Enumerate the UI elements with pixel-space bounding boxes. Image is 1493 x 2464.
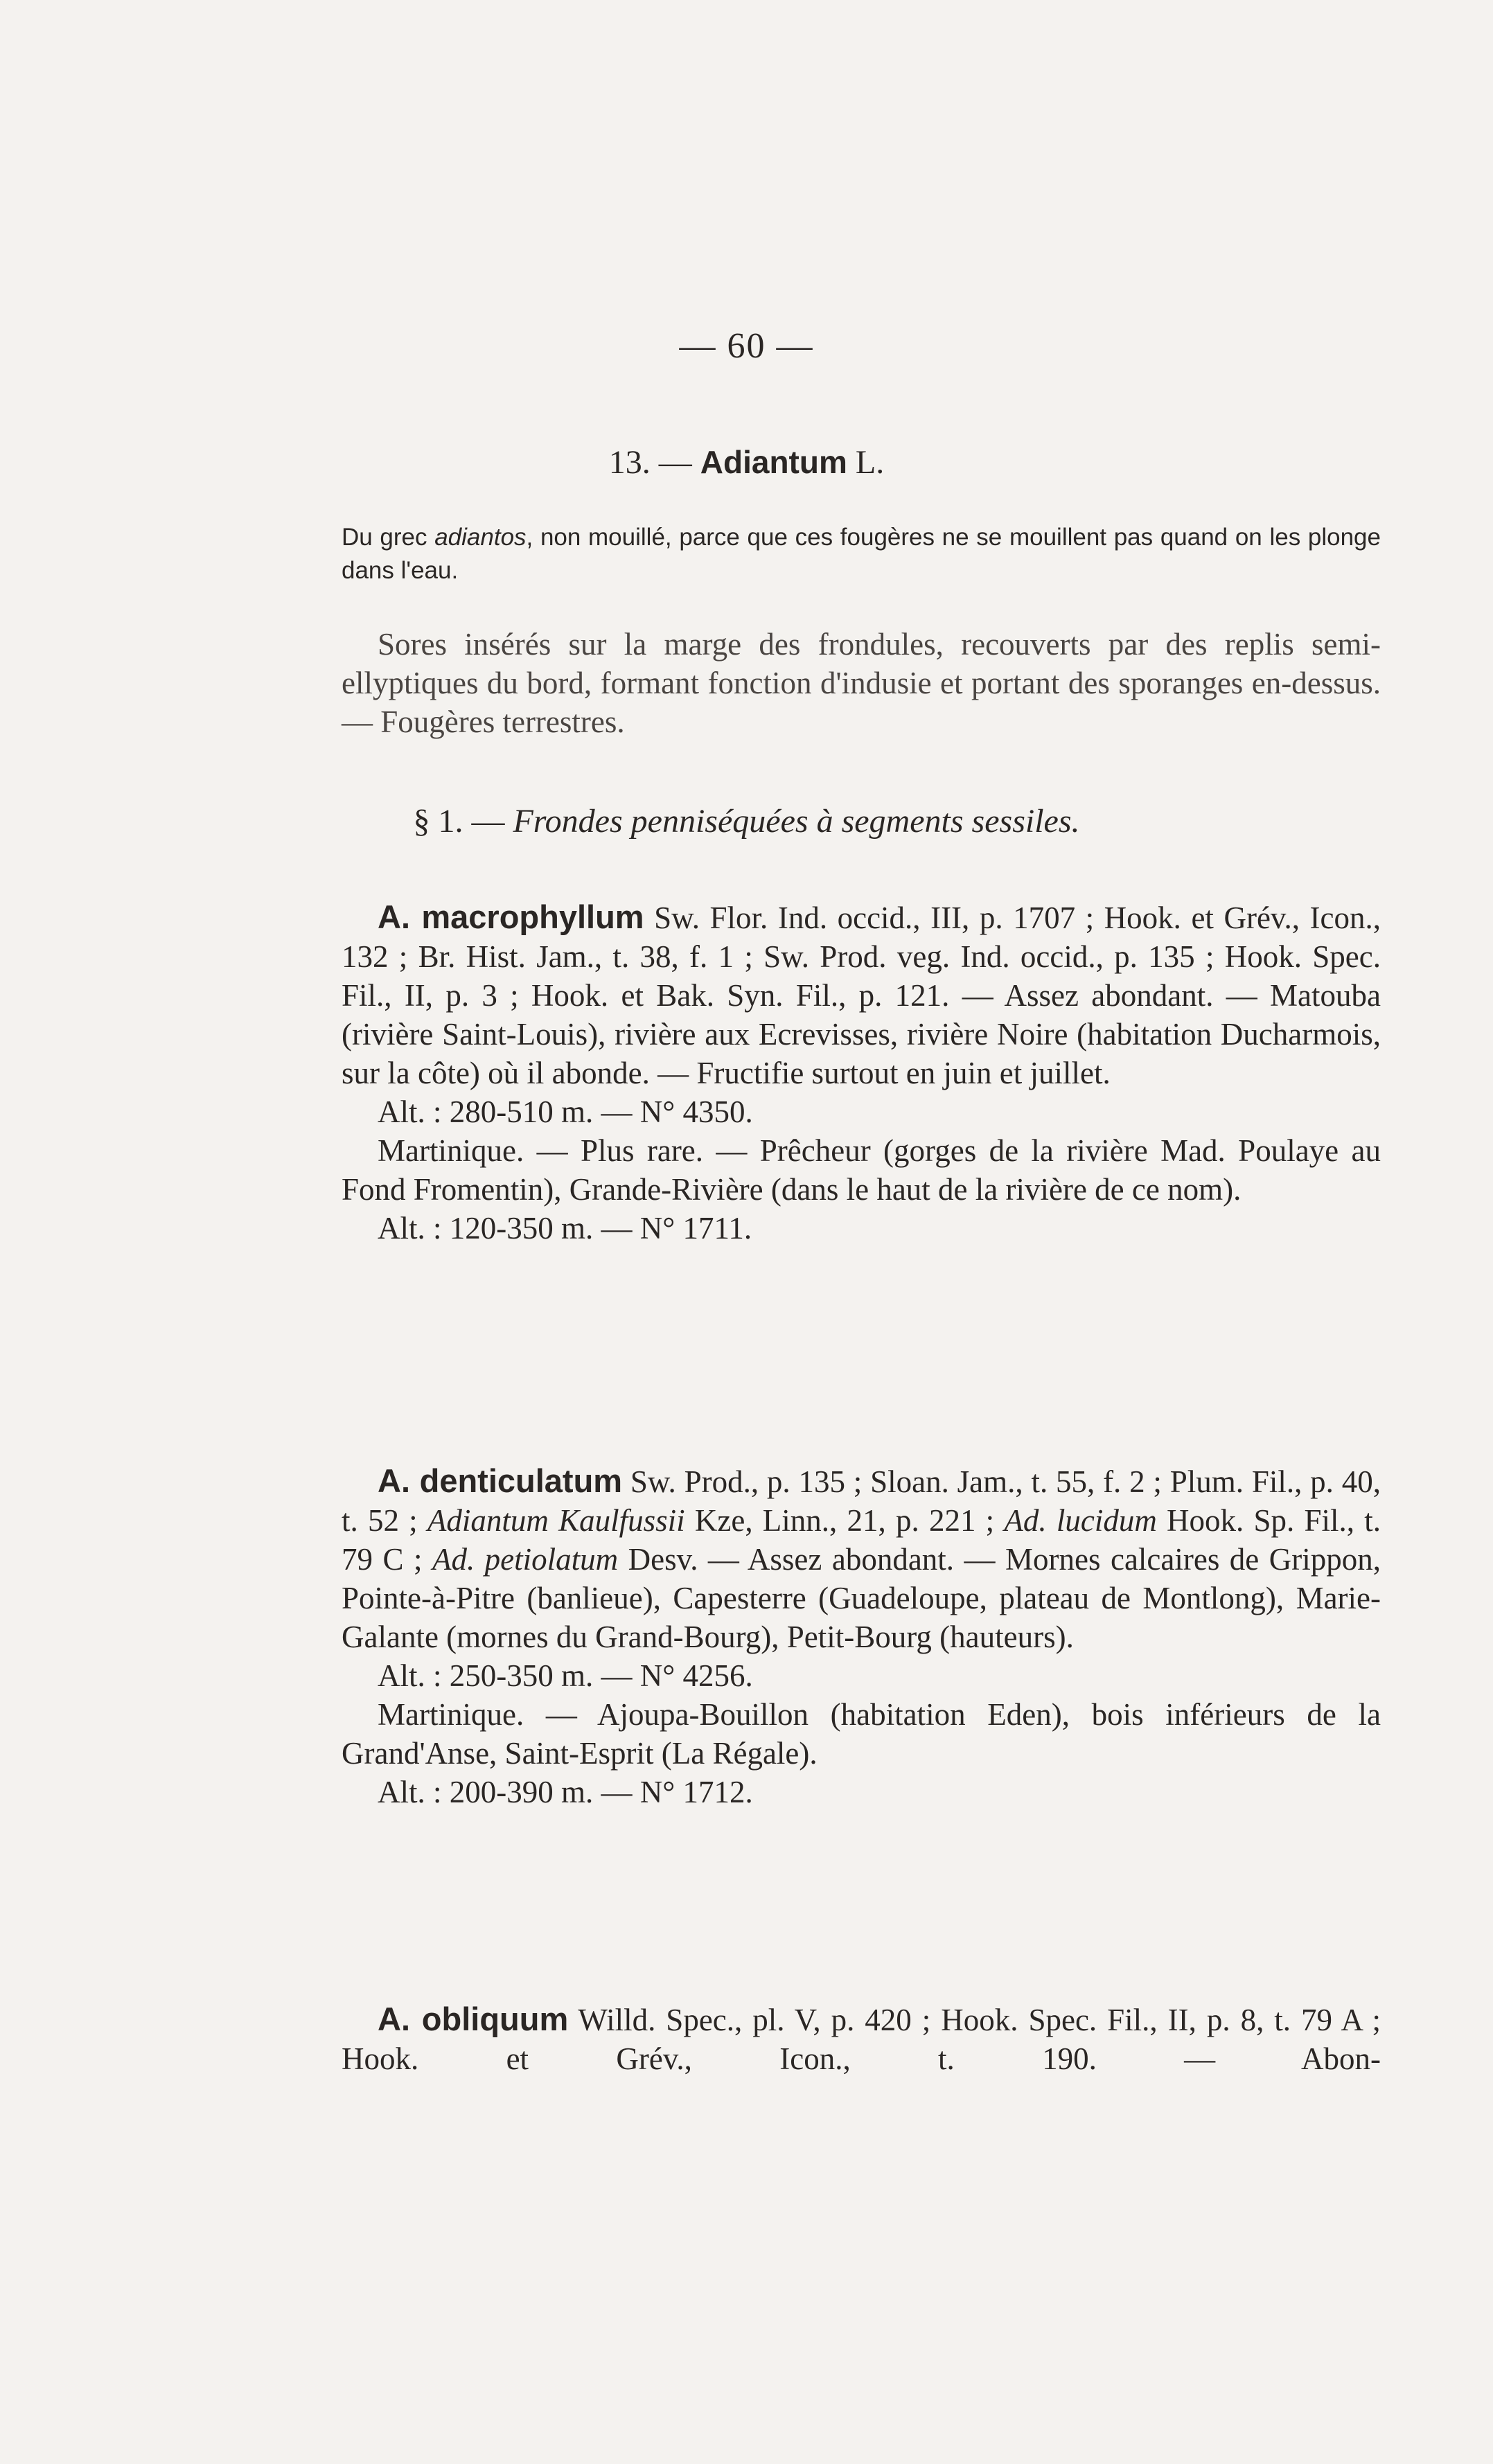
species-text: Desv. — Assez abondant. — Mornes calcaires de Grippon, Pointe-à-Pitre (banlieue), Capesterre (Guadeloupe, plateau de Montlong), Marie-Galante (mornes du Grand-Bourg), Petit-Bourg (hauteurs).	[342, 1542, 1381, 1654]
etymology-post: , non mouillé, parce que ces fougères ne se mouillent pas quand on les plonge dans l'eau.	[342, 524, 1381, 584]
species-paragraph	[342, 1462, 1381, 1656]
genus-heading	[0, 443, 1493, 481]
species-entry-denticulatum	[342, 1462, 1381, 1811]
genus-number: 13. —	[608, 444, 700, 481]
synonym-name: Ad. petiolatum	[432, 1542, 619, 1577]
species-text: Willd. Spec., pl. V, p. 420 ; Hook. Spec. Fil., II, p. 8, t. 79 A ; Hook. et Grév., Icon., t. 190. — Abon-	[342, 2003, 1381, 2076]
etymology-pre: Du grec	[342, 524, 435, 551]
section-title: Frondes penniséquées à segments sessiles.	[513, 803, 1080, 840]
species-name: A. denticulatum	[378, 1462, 623, 1499]
page-number: — 60 —	[679, 326, 814, 366]
species-name: A. macrophyllum	[378, 898, 644, 935]
altitude-line: Alt. : 120-350 m. — N° 1711.	[378, 1211, 752, 1246]
section-number: § 1. —	[413, 803, 513, 840]
description-text: Sores insérés sur la marge des frondules, recouverts par des replis semi-ellyptiques du bord, formant fonction d'indusie et portant des sporanges en-dessus. — Fougères terrestres.	[342, 627, 1381, 739]
species-text: Sw. Prod., p. 135 ; Sloan. Jam., t. 55, f. 2 ; Plum. Fil., p. 40, t. 52 ;	[342, 1464, 1381, 1538]
martinique-paragraph: Martinique. — Ajoupa-Bouillon (habitation Eden), bois inférieurs de la Grand'Anse, Saint-Esprit (La Régale).	[342, 1697, 1381, 1771]
synonym-name: Ad. lucidum	[1004, 1503, 1157, 1538]
species-paragraph	[342, 898, 1381, 1092]
genus-description	[342, 625, 1381, 741]
altitude-line: Alt. : 250-350 m. — N° 4256.	[378, 1658, 753, 1693]
section-heading	[0, 802, 1493, 840]
species-name: A. obliquum	[378, 2001, 569, 2037]
species-text: Sw. Flor. Ind. occid., III, p. 1707 ; Hook. et Grév., Icon., 132 ; Br. Hist. Jam., t. 38, f. 1 ; Sw. Prod. veg. Ind. occid., p. 135 ; Hook. Spec. Fil., II, p. 3 ; Hook. et Bak. Syn. Fil., p. 121. — Assez abondant. — Matouba (rivière Saint-Louis), rivière aux Ecrevisses, rivière Noire (habitation Ducharmois, sur la côte) où il abonde. — Fructifie surtout en juin et juillet.	[342, 901, 1381, 1090]
species-text: Hook. Sp. Fil., t. 79 C ;	[342, 1503, 1381, 1577]
species-entry-macrophyllum	[342, 898, 1381, 1248]
altitude-line: Alt. : 200-390 m. — N° 1712.	[378, 1775, 753, 1809]
altitude-line: Alt. : 280-510 m. — N° 4350.	[378, 1094, 753, 1129]
etymology-paragraph	[342, 521, 1381, 587]
species-paragraph	[342, 2000, 1381, 2078]
synonym-name: Adiantum Kaulfussii	[427, 1503, 685, 1538]
martinique-paragraph: Martinique. — Plus rare. — Prêcheur (gorges de la rivière Mad. Poulaye au Fond Fromentin), Grande-Rivière (dans le haut de la rivière de ce nom).	[342, 1133, 1381, 1207]
genus-author: L.	[847, 444, 885, 481]
species-text: Kze, Linn., 21, p. 221 ;	[684, 1503, 1005, 1538]
etymology-word: adiantos	[434, 524, 527, 551]
genus-name: Adiantum	[700, 444, 847, 480]
species-entry-obliquum	[342, 2000, 1381, 2078]
